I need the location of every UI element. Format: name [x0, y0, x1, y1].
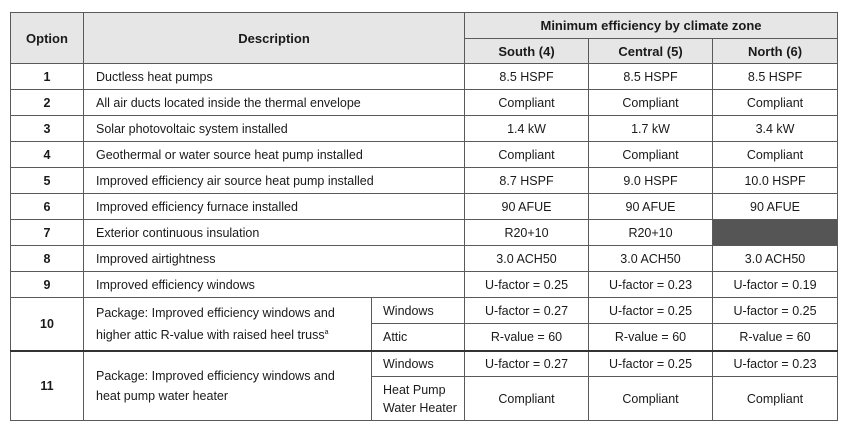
value-central: 90 AFUE: [589, 194, 713, 220]
option-description: [84, 351, 372, 421]
subrow-label: Windows: [372, 351, 465, 377]
value-central: Compliant: [589, 377, 713, 421]
option-description: [84, 298, 372, 351]
value-north: 3.4 kW: [713, 116, 838, 142]
table-row: [11, 298, 838, 324]
table-row: [11, 246, 838, 272]
table-row: [11, 194, 838, 220]
table-row: [11, 90, 838, 116]
value-north: 10.0 HSPF: [713, 168, 838, 194]
value-north: U-factor = 0.23: [713, 351, 838, 377]
value-south: Compliant: [465, 377, 589, 421]
option-number: 4: [11, 142, 84, 168]
option-description: Ductless heat pumps: [84, 64, 465, 90]
option-description: Exterior continuous insulation: [84, 220, 465, 246]
table-row: [11, 220, 838, 246]
description-line: heat pump water heater: [96, 388, 229, 403]
description-line: Package: Improved efficiency windows and: [96, 368, 335, 383]
value-north: 8.5 HSPF: [713, 64, 838, 90]
value-central: 8.5 HSPF: [589, 64, 713, 90]
table-row: [11, 272, 838, 298]
option-number: 5: [11, 168, 84, 194]
value-central: 1.7 kW: [589, 116, 713, 142]
value-south: 8.7 HSPF: [465, 168, 589, 194]
value-central: 3.0 ACH50: [589, 246, 713, 272]
subrow-label: Attic: [372, 324, 465, 351]
value-south: R20+10: [465, 220, 589, 246]
subrow-label-line: Water Heater: [383, 400, 457, 415]
option-description: Improved efficiency windows: [84, 272, 465, 298]
efficiency-options-table: [10, 12, 838, 421]
value-central: U-factor = 0.23: [589, 272, 713, 298]
value-south: 90 AFUE: [465, 194, 589, 220]
not-applicable-cell: [713, 220, 838, 246]
header-zone-north: North (6): [713, 39, 838, 64]
value-south: U-factor = 0.27: [465, 298, 589, 324]
table-row: [11, 116, 838, 142]
value-south: U-factor = 0.25: [465, 272, 589, 298]
option-number: 3: [11, 116, 84, 142]
value-north: R-value = 60: [713, 324, 838, 351]
value-south: Compliant: [465, 90, 589, 116]
value-south: 8.5 HSPF: [465, 64, 589, 90]
value-south: 3.0 ACH50: [465, 246, 589, 272]
value-south: U-factor = 0.27: [465, 351, 589, 377]
footnote-mark: a: [324, 328, 329, 336]
option-description: Improved efficiency furnace installed: [84, 194, 465, 220]
option-number: 7: [11, 220, 84, 246]
value-central: R-value = 60: [589, 324, 713, 351]
subrow-label-line: Heat Pump: [383, 382, 446, 397]
header-climate-zone-group: Minimum efficiency by climate zone: [465, 13, 838, 39]
option-description: Solar photovoltaic system installed: [84, 116, 465, 142]
value-north: Compliant: [713, 377, 838, 421]
value-central: U-factor = 0.25: [589, 298, 713, 324]
header-option: Option: [11, 13, 84, 64]
table-row: [11, 142, 838, 168]
option-number: 9: [11, 272, 84, 298]
table-row: [11, 64, 838, 90]
description-line: higher attic R-value with raised heel truss: [96, 327, 325, 342]
value-central: U-factor = 0.25: [589, 351, 713, 377]
header-zone-south: South (4): [465, 39, 589, 64]
value-north: 90 AFUE: [713, 194, 838, 220]
option-number: 1: [11, 64, 84, 90]
value-north: Compliant: [713, 142, 838, 168]
option-number: 2: [11, 90, 84, 116]
header-zone-central: Central (5): [589, 39, 713, 64]
value-central: R20+10: [589, 220, 713, 246]
option-description: Geothermal or water source heat pump installed: [84, 142, 465, 168]
subrow-label: Windows: [372, 298, 465, 324]
subrow-label: [372, 377, 465, 421]
value-north: Compliant: [713, 90, 838, 116]
option-description: Improved airtightness: [84, 246, 465, 272]
value-central: Compliant: [589, 90, 713, 116]
value-south: Compliant: [465, 142, 589, 168]
option-description: All air ducts located inside the thermal envelope: [84, 90, 465, 116]
option-number: 11: [11, 351, 84, 421]
description-line: Package: Improved efficiency windows and: [96, 305, 335, 320]
option-description: Improved efficiency air source heat pump installed: [84, 168, 465, 194]
option-number: 10: [11, 298, 84, 351]
option-number: 6: [11, 194, 84, 220]
value-north: U-factor = 0.25: [713, 298, 838, 324]
header-description: Description: [84, 13, 465, 64]
value-north: U-factor = 0.19: [713, 272, 838, 298]
value-north: 3.0 ACH50: [713, 246, 838, 272]
table-row: [11, 168, 838, 194]
option-number: 8: [11, 246, 84, 272]
value-central: Compliant: [589, 142, 713, 168]
value-central: 9.0 HSPF: [589, 168, 713, 194]
table-row: [11, 351, 838, 377]
value-south: R-value = 60: [465, 324, 589, 351]
value-south: 1.4 kW: [465, 116, 589, 142]
